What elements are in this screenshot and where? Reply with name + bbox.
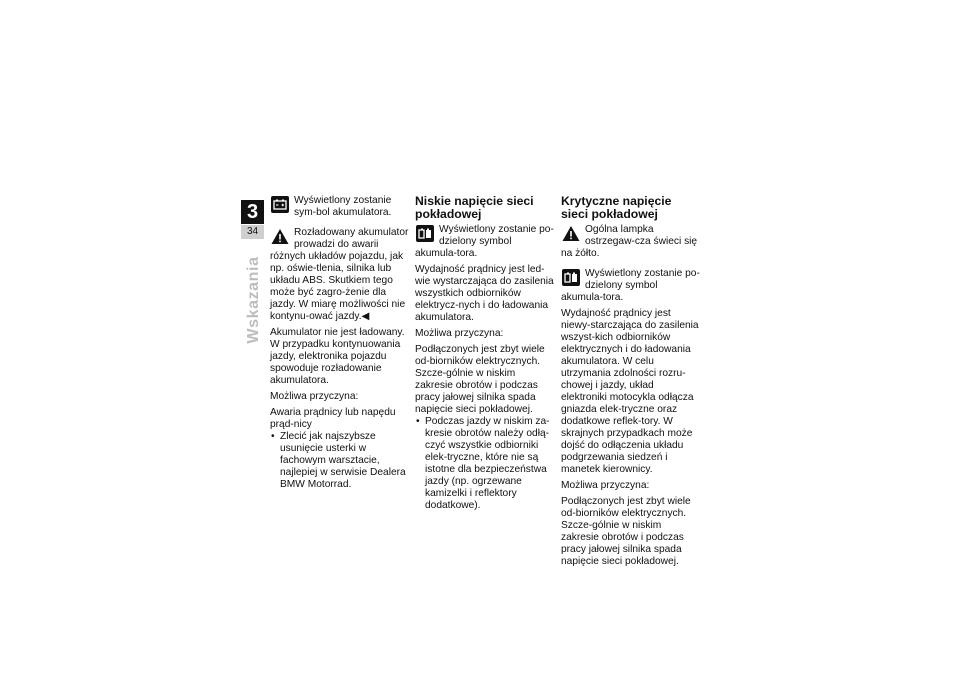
cause-label: Możliwa przyczyna: (561, 480, 650, 491)
split-battery-icon (562, 269, 580, 286)
action-list (270, 431, 410, 491)
body-paragraph: Akumulator nie jest ładowany. W przypadku kontynuowania jazdy, elektronika pojazdu spowoduje rozładowanie akumulatora. (270, 327, 405, 386)
split-battery-text: Wyświetlony zostanie po-dzielony symbol akumula-tora. (561, 268, 700, 303)
list-item: • Zlecić jak najszybsze usunięcie usterki w fachowym warsztacie, najlepiej w serwisie Dealera BMW Motorrad. (270, 431, 410, 491)
split-battery-text: Wyświetlony zostanie po-dzielony symbol akumula-tora. (415, 224, 554, 259)
body-paragraph: Wydajność prądnicy jest led-wie wystarczająca do zasilenia wszystkich odbiorników elektrycz-nych i do ładowania akumulatora. (415, 264, 554, 323)
warning-text: Ogólna lampka ostrzegaw-cza świeci się na żółto. (561, 224, 698, 259)
cause-label: Możliwa przyczyna: (415, 328, 504, 339)
list-item: • Podczas jazdy w niskim za-kresie obrotów należy odłą-czyć wszystkie odbiorniki elek-tryczne, które nie są istotne dla bezpieczeństwa jazdy (np. ogrzewane kamizelki i reflektory dodatkowe). (415, 416, 555, 512)
column-1 (270, 195, 410, 491)
battery-icon (271, 196, 289, 213)
action-list (415, 416, 555, 512)
body-paragraph: Wydajność prądnicy jest niewy-starczająca do zasilenia wszyst-kich odbiorników elektrycznych i do ładowania akumulatora. W celu utrzymania zdolności rozru-chowej i jazdy, układ elektroniki motocykla odłącza gniazda elek-tryczne oraz dodatkowe reflek-tory. W skrajnych przypadkach może dojść do odłączenia układu podgrzewania siedzeń i manetek kierownicy. (561, 308, 699, 475)
chapter-title: Wskazania (245, 256, 262, 344)
split-battery-icon (416, 225, 434, 242)
battery-symbol-text: Wyświetlony zostanie sym-bol akumulatora. (294, 195, 392, 218)
section-heading: Krytyczne napięcie sieci pokładowej (561, 194, 672, 221)
column-2 (415, 195, 555, 512)
warning-triangle-icon (271, 228, 289, 245)
column-3 (561, 195, 701, 572)
warning-text: Rozładowany akumulator prowadzi do awarii różnych układów pojazdu, jak np. oświe-tlenia, silnika lub układu ABS. Skutkiem tego może być zagro-żenie dla jazdy. W miarę możliwości nie kontynu-ować jazdy.◀ (270, 227, 409, 322)
cause-text: Podłączonych jest zbyt wiele od-biorników elektrycznych. Szcze-gólnie w niskim zakresie obrotów i podczas pracy jałowej silnika spada napięcie sieci pokładowej. (561, 496, 691, 567)
chapter-number-tab: 3 (241, 200, 264, 224)
page-number: 34 (241, 225, 264, 239)
cause-text: Awaria prądnicy lub napędu prąd-nicy (270, 407, 396, 430)
warning-triangle-icon (562, 225, 580, 242)
cause-label: Możliwa przyczyna: (270, 391, 359, 402)
section-heading: Niskie napięcie sieci pokładowej (415, 194, 534, 221)
cause-text: Podłączonych jest zbyt wiele od-biorników elektrycznych. Szcze-gólnie w niskim zakresie obrotów i podczas pracy jałowej silnika spada napięcie sieci pokładowej. (415, 344, 545, 415)
